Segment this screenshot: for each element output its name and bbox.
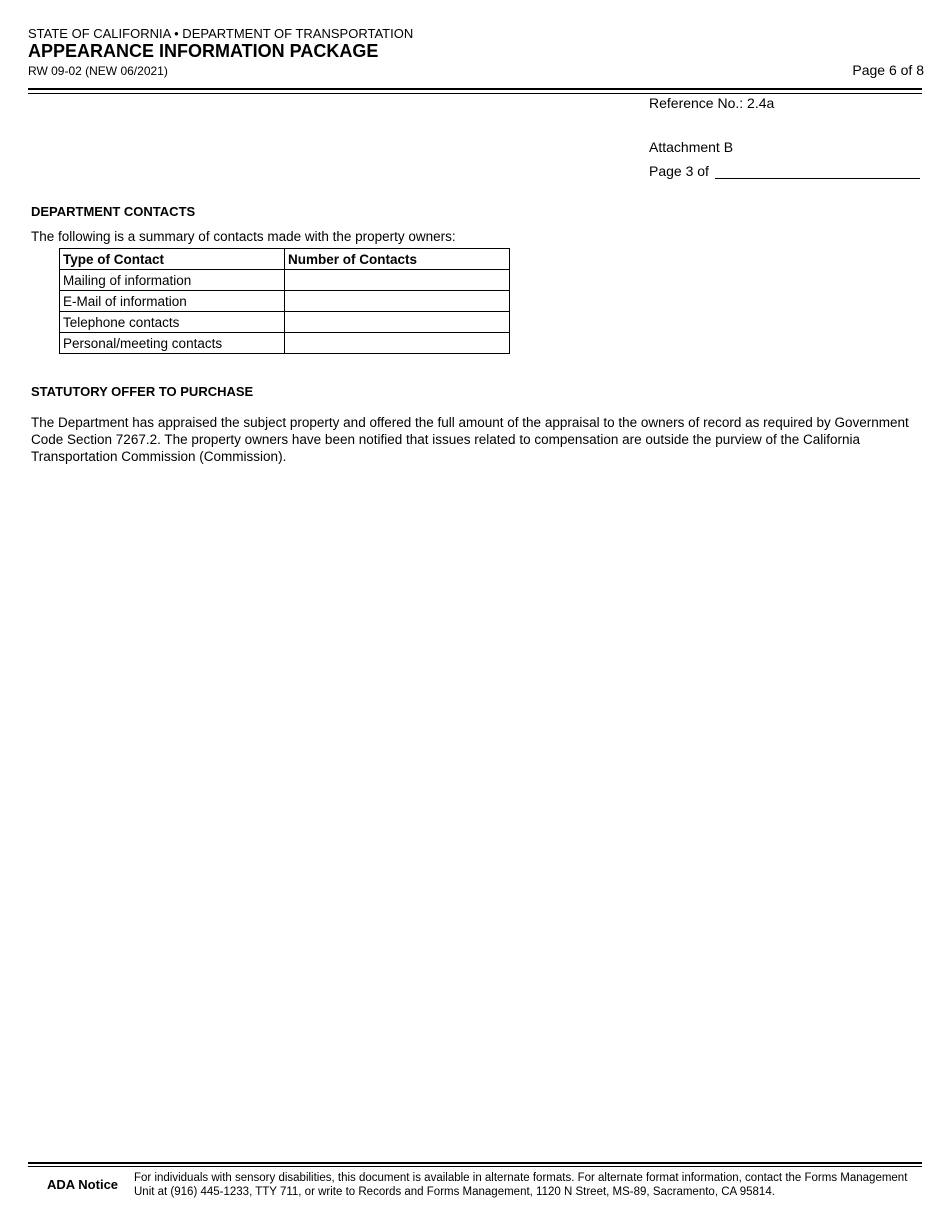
- contact-count-cell[interactable]: [285, 312, 510, 333]
- contacts-intro-text: The following is a summary of contacts made with the property owners:: [31, 229, 456, 244]
- form-number: RW 09-02 (NEW 06/2021): [28, 64, 168, 78]
- attachment-label: Attachment B: [649, 139, 734, 155]
- column-header-type: Type of Contact: [60, 249, 285, 270]
- contact-count-cell[interactable]: [285, 291, 510, 312]
- header-divider-thick: [28, 88, 922, 90]
- table-header-row: [60, 249, 510, 270]
- page-indicator: Page 6 of 8: [852, 62, 924, 78]
- state-department-line: STATE OF CALIFORNIA • DEPARTMENT OF TRANSPORTATION: [28, 26, 414, 41]
- header-divider-thin: [28, 93, 922, 94]
- ada-notice-label: ADA Notice: [47, 1177, 119, 1192]
- table-row: [60, 291, 510, 312]
- department-contacts-heading: DEPARTMENT CONTACTS: [31, 204, 196, 219]
- statutory-offer-heading: STATUTORY OFFER TO PURCHASE: [31, 384, 254, 399]
- table-row: [60, 312, 510, 333]
- footer-divider-thick: [28, 1162, 922, 1164]
- form-header: [28, 26, 413, 78]
- attachment-page-of: [649, 163, 920, 179]
- contact-type-cell: E-Mail of information: [60, 291, 285, 312]
- statutory-offer-text: The Department has appraised the subject property and offered the full amount of the appraisal to the owners of record as required by Government Code Section 7267.2. The property owners have been notified that issues related to compensation are outside the purview of the California Transportation Commission (Commission).: [31, 415, 909, 464]
- contact-type-cell: Mailing of information: [60, 270, 285, 291]
- page-of-blank-field[interactable]: [715, 164, 920, 179]
- contact-count-cell[interactable]: [285, 270, 510, 291]
- contact-count-cell[interactable]: [285, 333, 510, 354]
- contact-type-cell: Telephone contacts: [60, 312, 285, 333]
- reference-number: Reference No.: 2.4a: [649, 95, 775, 111]
- ada-notice-text: For individuals with sensory disabilities, this document is available in alternate formats. For alternate format information, contact the Forms Management Unit at (916) 445-1233, TTY 711, or write to Records and Forms Management, 1120 N Street, MS-89, Sacramento, CA 95814.: [134, 1172, 908, 1198]
- contact-type-cell: Personal/meeting contacts: [60, 333, 285, 354]
- reference-block: [649, 95, 920, 179]
- footer-divider-thin: [28, 1166, 922, 1167]
- table-row: [60, 333, 510, 354]
- table-row: [60, 270, 510, 291]
- form-title: APPEARANCE INFORMATION PACKAGE: [28, 41, 379, 61]
- column-header-count: Number of Contacts: [285, 249, 510, 270]
- contacts-table: [59, 248, 510, 354]
- page-of-label: Page 3 of: [649, 163, 709, 179]
